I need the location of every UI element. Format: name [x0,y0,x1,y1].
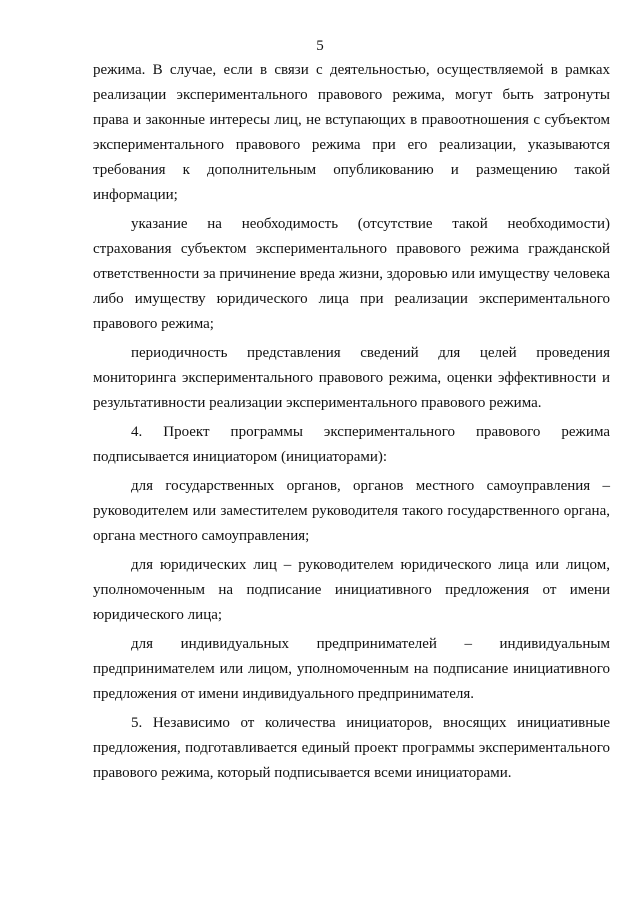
paragraph-monitoring: периодичность представления сведений для целей проведения мониторинга экспериментального правового режима, оценки эффективности и результативности реализации экспериментального правового режима. [93,345,610,411]
paragraph-item-4: 4. Проект программы экспериментального правового режима подписывается инициатором (инициаторами): [93,424,610,465]
document-body [93,58,610,790]
paragraph-entrepreneurs: для индивидуальных предпринимателей – индивидуальным предпринимателем или лицом, уполномоченным на подписание инициативного предложения от имени индивидуального предпринимателя. [93,636,610,702]
paragraph-continuation: режима. В случае, если в связи с деятельностью, осуществляемой в рамках реализации экспериментального правового режима, могут быть затронуты права и законные интересы лиц, не вступающих в правоотношения с субъектом экспериментального правового режима при его реализации, указываются требования к дополнительным опубликованию и размещению такой информации; [93,62,610,203]
paragraph-legal-entities: для юридических лиц – руководителем юридического лица или лицом, уполномоченным на подписание инициативного предложения от имени юридического лица; [93,557,610,623]
page-number: 5 [316,38,324,54]
paragraph-item-5: 5. Независимо от количества инициаторов, вносящих инициативные предложения, подготавливается единый проект программы экспериментального правового режима, который подписывается всеми инициаторами. [93,715,610,781]
paragraph-insurance: указание на необходимость (отсутствие такой необходимости) страхования субъектом экспериментального правового режима гражданской ответственности за причинение вреда жизни, здоровью или имуществу человека либо имуществу юридического лица при реализации экспериментального правового режима; [93,216,610,332]
paragraph-state-bodies: для государственных органов, органов местного самоуправления – руководителем или заместителем руководителя такого государственного органа, органа местного самоуправления; [93,478,610,544]
